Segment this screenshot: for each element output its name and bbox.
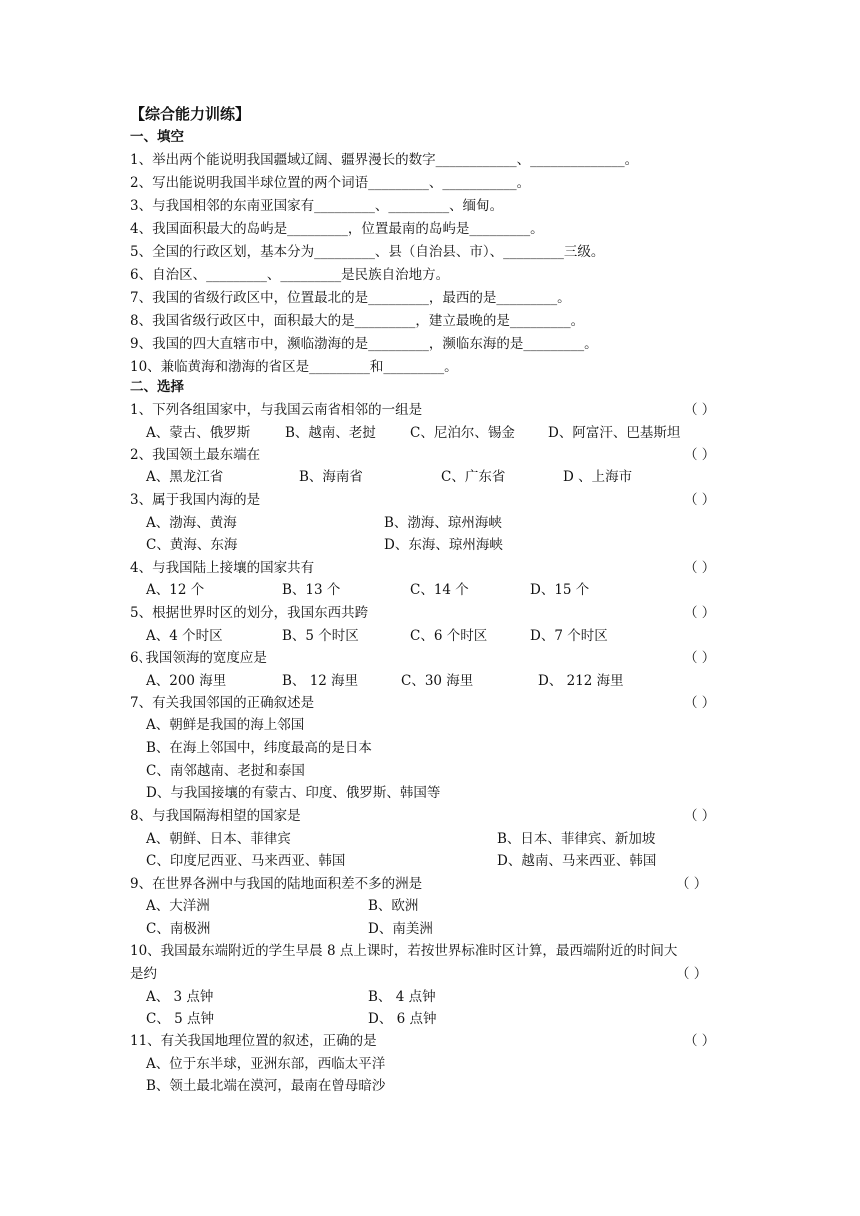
choice-question-6: 6､我国领海的宽度应是	[130, 650, 267, 666]
option-b: B、渤海、琼州海峡	[384, 515, 502, 531]
fill-question-3: 3、与我国相邻的东南亚国家有_________、_________、缅甸。	[130, 198, 504, 214]
option-c: C、 5 点钟	[146, 1011, 215, 1027]
option-b: B、欧洲	[368, 898, 419, 914]
section-choice-heading: 二、选择	[130, 379, 184, 395]
option-c: C、印度尼西亚、马来西亚、韩国	[146, 853, 346, 869]
option-d: D、7 个时区	[530, 628, 608, 644]
option-b: B、日本、菲律宾、新加坡	[497, 831, 656, 847]
fill-question-4: 4、我国面积最大的岛屿是_________，位置最南的岛屿是_________。	[130, 221, 544, 237]
option-b: B、 12 海里	[282, 673, 359, 689]
option-a: A、4 个时区	[146, 628, 223, 644]
answer-bracket: （ ）	[684, 560, 716, 576]
answer-bracket: （ ）	[684, 447, 716, 463]
option-c: C、尼泊尔、锡金	[410, 425, 515, 441]
choice-question-7: 7、有关我国邻国的正确叙述是	[130, 695, 315, 711]
option-a: A、朝鲜、日本、菲律宾	[146, 831, 291, 847]
option-b: B、在海上邻国中，纬度最高的是日本	[146, 740, 372, 756]
choice-question-10: 10、我国最东端附近的学生早晨 8 点上课时，若按世界标准时区计算，最西端附近的时间大	[130, 943, 678, 959]
option-d: D、越南、马来西亚、韩国	[497, 853, 657, 869]
choice-question-3: 3、属于我国内海的是	[130, 492, 261, 508]
option-c: C、广东省	[441, 469, 506, 485]
answer-bracket: （ ）	[684, 492, 716, 508]
option-c: C、黄海、东海	[146, 537, 238, 553]
option-b: B、越南、老挝	[285, 425, 376, 441]
answer-bracket: （ ）	[676, 966, 708, 982]
option-b: B、领土最北端在漠河，最南在曾母暗沙	[146, 1078, 386, 1094]
answer-bracket: （ ）	[684, 808, 716, 824]
option-d: D 、上海市	[563, 469, 633, 485]
option-c: C、6 个时区	[410, 628, 488, 644]
fill-question-10: 10、兼临黄海和渤海的省区是_________和_________。	[130, 359, 458, 375]
option-a: A、蒙古、俄罗斯	[146, 425, 251, 441]
option-d: D、南美洲	[368, 921, 433, 937]
option-c: C、14 个	[410, 582, 469, 598]
option-c: C、南极洲	[146, 921, 211, 937]
option-a: A、位于东半球，亚洲东部，西临太平洋	[146, 1056, 386, 1072]
section-fill-heading: 一、填空	[130, 129, 184, 145]
fill-question-5: 5、全国的行政区划，基本分为_________、县（自治县、市）、_________三级。	[130, 244, 605, 260]
answer-bracket: （ ）	[684, 1033, 716, 1049]
answer-bracket: （ ）	[676, 876, 708, 892]
option-d: D、 212 海里	[538, 673, 624, 689]
option-c: C、30 海里	[401, 673, 474, 689]
option-a: A、200 海里	[146, 673, 227, 689]
fill-question-7: 7、我国的省级行政区中，位置最北的是_________，最西的是_________。	[130, 290, 571, 306]
answer-bracket: （ ）	[684, 402, 716, 418]
option-a: A、 3 点钟	[146, 989, 214, 1005]
option-d: D、15 个	[530, 582, 590, 598]
option-d: D、阿富汗、巴基斯坦	[548, 425, 681, 441]
option-d: D、与我国接壤的有蒙古、印度、俄罗斯、韩国等	[146, 785, 441, 801]
answer-bracket: （ ）	[684, 695, 716, 711]
choice-question-4: 4、与我国陆上接壤的国家共有	[130, 560, 315, 576]
option-d: D、东海、琼州海峡	[384, 537, 503, 553]
option-a: A、大洋洲	[146, 898, 210, 914]
choice-question-9: 9、在世界各洲中与我国的陆地面积差不多的洲是	[130, 876, 423, 892]
choice-question-2: 2、我国领土最东端在	[130, 447, 261, 463]
choice-question-10-cont: 是约	[130, 966, 157, 982]
option-b: B、 4 点钟	[368, 989, 436, 1005]
option-b: B、5 个时区	[282, 628, 359, 644]
worksheet-title: 【综合能力训练】	[130, 105, 251, 123]
answer-bracket: （ ）	[684, 605, 716, 621]
option-a: A、黑龙江省	[146, 469, 224, 485]
choice-question-5: 5、根据世界时区的划分，我国东西共跨	[130, 605, 369, 621]
option-a: A、12 个	[146, 582, 205, 598]
fill-question-9: 9、我国的四大直辖市中，濒临渤海的是_________，濒临东海的是_________。	[130, 336, 598, 352]
option-d: D、 6 点钟	[368, 1011, 437, 1027]
fill-question-8: 8、我国省级行政区中，面积最大的是_________，建立最晚的是_________。	[130, 313, 585, 329]
option-b: B、海南省	[299, 469, 363, 485]
choice-question-11: 11、有关我国地理位置的叙述，正确的是	[130, 1033, 377, 1049]
option-a: A、渤海、黄海	[146, 515, 237, 531]
choice-question-1: 1、下列各组国家中，与我国云南省相邻的一组是	[130, 402, 423, 418]
option-b: B、13 个	[282, 582, 341, 598]
fill-question-1: 1、举出两个能说明我国疆域辽阔、疆界漫长的数字____________、______________。	[130, 152, 639, 168]
option-a: A、朝鲜是我国的海上邻国	[146, 717, 305, 733]
fill-question-6: 6、自治区、_________、_________是民族自治地方。	[130, 267, 450, 283]
fill-question-2: 2、写出能说明我国半球位置的两个词语_________、___________。	[130, 175, 531, 191]
option-c: C、南邻越南、老挝和泰国	[146, 763, 305, 779]
answer-bracket: （ ）	[684, 650, 716, 666]
choice-question-8: 8、与我国隔海相望的国家是	[130, 808, 301, 824]
